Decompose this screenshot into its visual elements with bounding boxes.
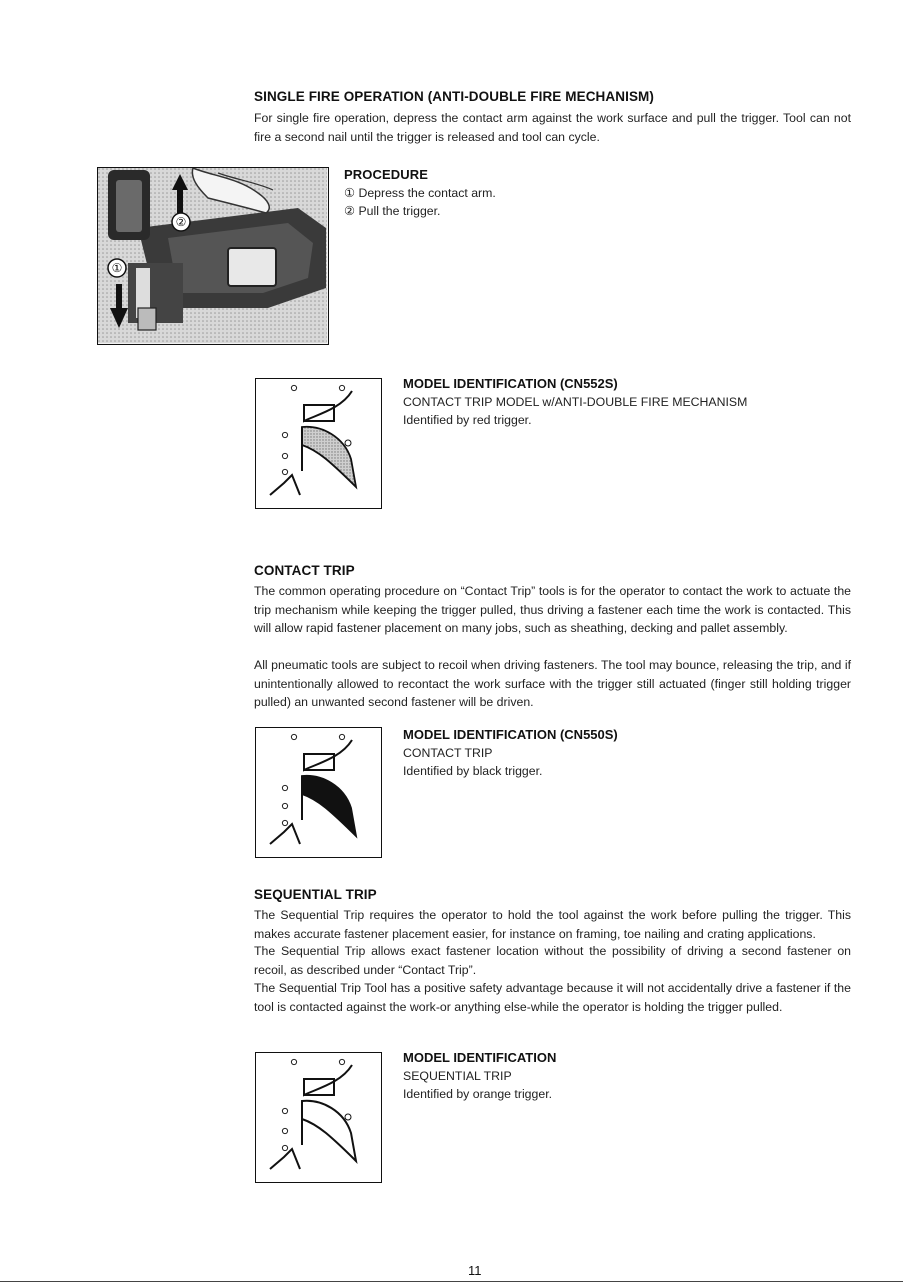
procedure-step-1: ① Depress the contact arm.	[344, 186, 496, 200]
procedure-step-2: ② Pull the trigger.	[344, 204, 441, 218]
trigger-diagram-orange	[255, 1052, 382, 1183]
model-cn550s-line1: CONTACT TRIP	[403, 746, 493, 760]
model-sequential-block	[403, 1049, 883, 1103]
model-cn550s-line2: Identified by black trigger.	[403, 764, 543, 778]
model-cn550s-title: MODEL IDENTIFICATION (CN550S)	[403, 727, 618, 742]
model-cn552s-block	[403, 375, 883, 429]
callout-2-label: ②	[175, 215, 187, 229]
sequential-trip-paragraph-2: The Sequential Trip allows exact fastener location without the possibility of driving a second fastener on recoil, as described under “Contact Trip”.	[254, 944, 851, 977]
model-sequential-line1: SEQUENTIAL TRIP	[403, 1069, 512, 1083]
tool-photo	[97, 167, 329, 345]
procedure-block	[344, 165, 496, 220]
procedure-title: PROCEDURE	[344, 167, 428, 182]
red-trigger-icon	[256, 379, 380, 507]
model-sequential-title: MODEL IDENTIFICATION	[403, 1050, 557, 1065]
model-cn550s-block	[403, 726, 883, 780]
model-sequential-line2: Identified by orange trigger.	[403, 1087, 553, 1101]
page-number: 11	[468, 1263, 482, 1278]
black-trigger-icon	[256, 728, 380, 856]
bottom-divider	[0, 1281, 903, 1282]
model-cn552s-line1: CONTACT TRIP MODEL w/ANTI-DOUBLE FIRE MECHANISM	[403, 395, 748, 409]
callout-1-label: ①	[111, 261, 123, 275]
contact-trip-heading: CONTACT TRIP	[254, 563, 355, 578]
contact-trip-paragraph-1: The common operating procedure on “Contact Trip” tools is for the operator to contact the work to actuate the trip mechanism while keeping the trigger pulled, thus driving a fastener each time the work is contacted. This will allow rapid fastener placement on many jobs, such as sheathing, decking and pallet assembly.	[254, 584, 851, 635]
trigger-diagram-red	[255, 378, 382, 509]
model-cn552s-title: MODEL IDENTIFICATION (CN552S)	[403, 376, 618, 391]
trigger-diagram-black	[255, 727, 382, 858]
orange-trigger-icon	[256, 1053, 380, 1181]
nailer-illustration	[98, 168, 327, 343]
single-fire-heading: SINGLE FIRE OPERATION (ANTI-DOUBLE FIRE MECHANISM)	[254, 89, 654, 104]
sequential-trip-paragraph-1: The Sequential Trip requires the operator to hold the tool against the work before pulling the trigger. This makes accurate fastener placement easier, for instance on framing, toe nailing and crating applications.	[254, 908, 851, 941]
contact-trip-paragraph-2: All pneumatic tools are subject to recoil when driving fasteners. The tool may bounce, releasing the trip, and if unintentionally allowed to recontact the work surface with the trigger still actuated (finger still holding trigger pulled) an unwanted second fastener will be driven.	[254, 658, 851, 709]
sequential-trip-paragraph-3: The Sequential Trip Tool has a positive safety advantage because it will not accidentally drive a fastener if the tool is contacted against the work-or anything else-while the operator is holding the trigger pulled.	[254, 981, 851, 1014]
model-cn552s-line2: Identified by red trigger.	[403, 413, 532, 427]
single-fire-paragraph: For single fire operation, depress the contact arm against the work surface and pull the trigger. Tool can not fire a second nail until the trigger is released and tool can cycle.	[254, 111, 851, 144]
sequential-trip-heading: SEQUENTIAL TRIP	[254, 887, 377, 902]
